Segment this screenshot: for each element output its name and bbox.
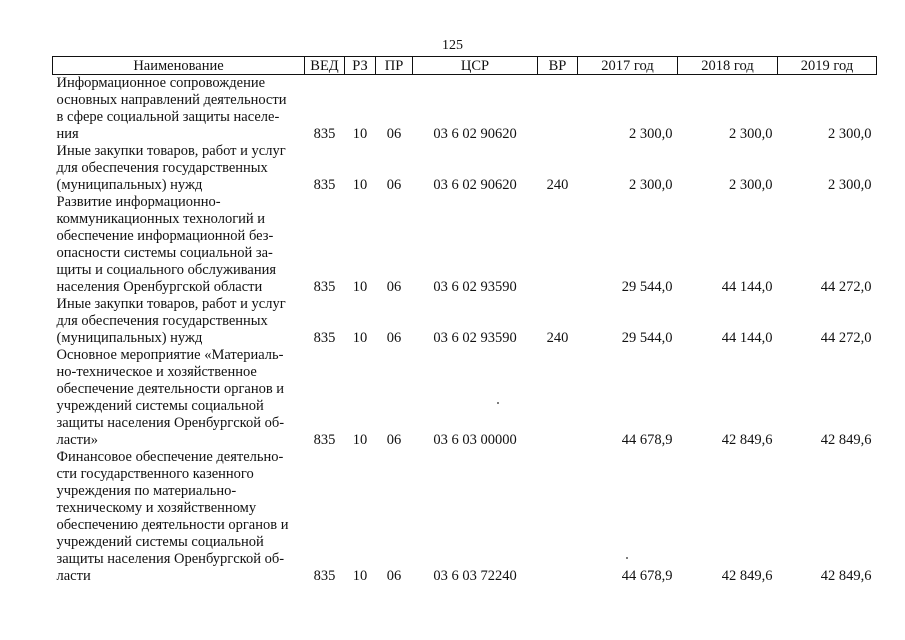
row-year-2019: 2 300,0 — [828, 177, 872, 193]
row-name-line: но-техническое и хозяйственное — [56, 364, 257, 380]
scan-speck — [626, 557, 628, 559]
header-year-2018: 2018 год — [678, 57, 778, 75]
row-name — [53, 143, 305, 194]
header-csr: ЦСР — [413, 57, 538, 75]
header-name: Наименование — [53, 57, 305, 75]
header-ved: ВЕД — [305, 57, 345, 75]
table-row — [53, 143, 877, 194]
row-name-line: ния — [56, 126, 79, 142]
row-name-line: для обеспечения государственных — [56, 313, 268, 329]
row-csr: 03 6 02 90620 — [433, 177, 517, 193]
row-name-line: Финансовое обеспечение деятельно- — [56, 449, 284, 465]
row-year-2017: 29 544,0 — [621, 279, 673, 295]
row-rz: 10 — [352, 177, 368, 193]
table-row — [53, 347, 877, 449]
row-pr: 06 — [386, 126, 402, 142]
row-vr — [538, 194, 578, 296]
row-name-line: защиты населения Оренбургской об- — [56, 415, 285, 431]
row-csr: 03 6 02 93590 — [433, 330, 517, 346]
table-header-row — [53, 57, 877, 75]
row-year-2019: 44 272,0 — [820, 330, 872, 346]
table-body — [53, 75, 877, 586]
header-vr: ВР — [538, 57, 578, 75]
row-pr: 06 — [386, 432, 402, 448]
row-name-line: Иные закупки товаров, работ и услуг — [56, 143, 286, 159]
row-rz: 10 — [352, 432, 368, 448]
row-name — [53, 296, 305, 347]
row-year-2018: 44 144,0 — [721, 330, 773, 346]
row-name-line: (муниципальных) нужд — [56, 177, 203, 193]
row-name-line: Развитие информационно- — [56, 194, 221, 210]
row-ved: 835 — [313, 177, 336, 193]
row-ved: 835 — [313, 279, 336, 295]
row-pr: 06 — [386, 177, 402, 193]
row-vr — [538, 75, 578, 144]
row-csr: 03 6 03 00000 — [433, 432, 517, 448]
row-name-line: для обеспечения государственных — [56, 160, 268, 176]
scan-speck — [497, 402, 499, 404]
row-name-line: (муниципальных) нужд — [56, 330, 203, 346]
row-name-line: щиты и социального обслуживания — [56, 262, 277, 278]
row-name-line: коммуникационных технологий и — [56, 211, 266, 227]
row-name-line: Иные закупки товаров, работ и услуг — [56, 296, 286, 312]
row-rz: 10 — [352, 330, 368, 346]
row-year-2019: 44 272,0 — [820, 279, 872, 295]
header-pr: ПР — [376, 57, 413, 75]
table-row — [53, 449, 877, 585]
table-row — [53, 296, 877, 347]
row-name-line: обеспечение деятельности органов и — [56, 381, 285, 397]
page-number: 125 — [442, 38, 463, 53]
row-year-2018: 2 300,0 — [729, 126, 773, 142]
row-rz: 10 — [352, 279, 368, 295]
budget-table — [52, 56, 877, 585]
row-vr — [538, 449, 578, 585]
row-pr: 06 — [386, 279, 402, 295]
row-name — [53, 194, 305, 296]
row-name-line: Информационное сопровождение — [56, 75, 266, 91]
row-name-line: ласти» — [56, 432, 98, 448]
row-name-line: в сфере социальной защиты населе- — [56, 109, 280, 125]
row-csr: 03 6 02 93590 — [433, 279, 517, 295]
table-row — [53, 75, 877, 144]
row-name-line: учреждений системы социальной — [56, 398, 264, 414]
header-year-2017: 2017 год — [578, 57, 678, 75]
row-year-2019: 42 849,6 — [820, 432, 872, 448]
row-name-line: техническому и хозяйственному — [56, 500, 257, 516]
row-ved: 835 — [313, 432, 336, 448]
header-rz: РЗ — [345, 57, 376, 75]
row-ved: 835 — [313, 330, 336, 346]
row-vr — [538, 347, 578, 449]
row-pr: 06 — [386, 568, 402, 584]
row-name-line: сти государственного казенного — [56, 466, 254, 482]
row-year-2017: 2 300,0 — [629, 126, 673, 142]
row-year-2018: 44 144,0 — [721, 279, 773, 295]
row-year-2017: 44 678,9 — [621, 568, 673, 584]
row-name-line: опасности системы социальной за- — [56, 245, 273, 261]
row-year-2017: 44 678,9 — [621, 432, 673, 448]
row-name-line: учреждений системы социальной — [56, 534, 264, 550]
table-row — [53, 194, 877, 296]
row-year-2018: 42 849,6 — [721, 432, 773, 448]
row-vr: 240 — [546, 330, 569, 346]
row-name-line: населения Оренбургской области — [56, 279, 263, 295]
header-year-2019: 2019 год — [778, 57, 877, 75]
row-year-2019: 2 300,0 — [828, 126, 872, 142]
row-pr: 06 — [386, 330, 402, 346]
row-name-line: обеспечение информационной без- — [56, 228, 274, 244]
row-ved: 835 — [313, 126, 336, 142]
row-name-line: учреждения по материально- — [56, 483, 237, 499]
row-name — [53, 75, 305, 144]
row-year-2017: 29 544,0 — [621, 330, 673, 346]
row-name — [53, 347, 305, 449]
row-name-line: ласти — [56, 568, 91, 584]
row-rz: 10 — [352, 568, 368, 584]
row-rz: 10 — [352, 126, 368, 142]
row-name-line: защиты населения Оренбургской об- — [56, 551, 285, 567]
row-year-2018: 2 300,0 — [729, 177, 773, 193]
row-vr: 240 — [546, 177, 569, 193]
row-name — [53, 449, 305, 585]
row-name-line: Основное мероприятие «Материаль- — [56, 347, 284, 363]
row-name-line: обеспечению деятельности органов и — [56, 517, 289, 533]
row-year-2017: 2 300,0 — [629, 177, 673, 193]
row-ved: 835 — [313, 568, 336, 584]
row-csr: 03 6 02 90620 — [433, 126, 517, 142]
row-name-line: основных направлений деятельности — [56, 92, 287, 108]
row-csr: 03 6 03 72240 — [433, 568, 517, 584]
row-year-2019: 42 849,6 — [820, 568, 872, 584]
row-year-2018: 42 849,6 — [721, 568, 773, 584]
